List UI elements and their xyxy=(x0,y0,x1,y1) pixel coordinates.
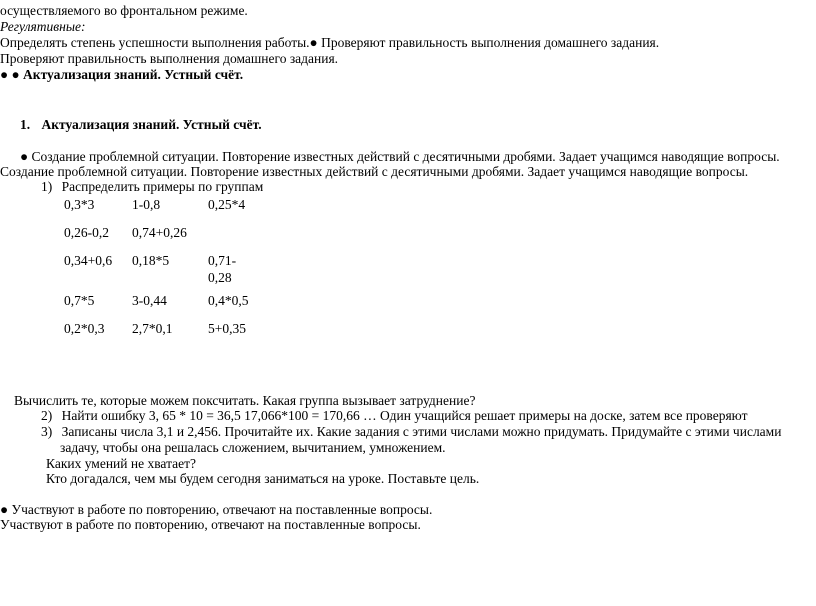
table-cell: 0,71- 0,28 xyxy=(208,253,237,285)
list-text: Найти ошибку 3, 65 * 10 = 36,5 17,066*100 = 170,66 … Один учащийся решает примеры на доске, затем все проверяют xyxy=(61,408,748,423)
table-row xyxy=(64,320,268,348)
heading-number: 1. xyxy=(20,117,31,132)
text-line xyxy=(0,34,659,51)
table-cell: 0,26-0,2 xyxy=(64,225,109,240)
table-cell: 0,2*0,3 xyxy=(64,321,105,336)
text-line: Вычислить те, которые можем поксчитать. Какая группа вызывает затруднение? xyxy=(14,393,476,408)
section-heading xyxy=(20,116,262,133)
text-line: Участвуют в работе по повторению, отвечают на поставленные вопросы. xyxy=(0,517,421,532)
table-cell: 0,74+0,26 xyxy=(132,225,187,240)
table-cell: 2,7*0,1 xyxy=(132,321,173,336)
text-line: Каких умений не хватает? xyxy=(46,456,197,471)
table-cell: 5+0,35 xyxy=(208,321,246,336)
list-item xyxy=(41,178,263,195)
table-cell: 0,18*5 xyxy=(132,253,170,268)
list-text: Записаны числа 3,1 и 2,456. Прочитайте их. Какие задания с этими числами можно придумать. Придумайте с этими числами xyxy=(61,424,782,439)
bullet-icon: ● xyxy=(20,149,29,164)
list-item xyxy=(41,407,747,424)
table-cell: 0,7*5 xyxy=(64,293,95,308)
text-fragment: Проверяют правильность выполнения домашнего задания. xyxy=(317,35,660,50)
table-row xyxy=(64,292,268,320)
bullet-heading: ● ● Актуализация знаний. Устный счёт. xyxy=(0,67,244,82)
text-fragment: Участвуют в работе по повторению, отвечают на поставленные вопросы. xyxy=(8,502,433,517)
bullet-icon: ● xyxy=(309,35,318,50)
text-line: осуществляемого во фронтальном режиме. xyxy=(0,3,248,18)
list-text: Распределить примеры по группам xyxy=(61,179,264,194)
table-cell: 0,3*3 xyxy=(64,197,95,212)
list-item xyxy=(41,423,781,440)
text-fragment: Создание проблемной ситуации. Повторение известных действий с десятичными дробями. Задает учащимся наводящие вопросы. xyxy=(28,149,780,164)
examples-table xyxy=(64,196,268,348)
table-cell: 0,34+0,6 xyxy=(64,253,113,268)
table-cell xyxy=(208,224,268,252)
list-number: 1) xyxy=(41,179,53,194)
table-row xyxy=(64,196,268,224)
table-cell: 1-0,8 xyxy=(132,197,161,212)
table-cell: 0,25*4 xyxy=(208,197,246,212)
bullet-icon: ● xyxy=(0,502,9,517)
table-cell: 0,4*0,5 xyxy=(208,293,249,308)
list-text-continuation: задачу, чтобы она решалась сложением, вычитанием, умножением. xyxy=(60,440,446,455)
table-row xyxy=(64,224,268,252)
table-cell: 3-0,44 xyxy=(132,293,167,308)
text-line: Проверяют правильность выполнения домашнего задания. xyxy=(0,51,339,66)
table-row xyxy=(64,252,268,292)
list-number: 2) xyxy=(41,408,53,423)
list-number: 3) xyxy=(41,424,53,439)
section-label-regulative: Регулятивные: xyxy=(0,19,86,34)
heading-text: Актуализация знаний. Устный счёт. xyxy=(41,117,262,132)
text-fragment: Определять степень успешности выполнения работы. xyxy=(0,35,310,50)
text-line: Создание проблемной ситуации. Повторение известных действий с десятичными дробями. Задает учащимся наводящие вопросы. xyxy=(0,164,749,179)
text-line: Кто догадался, чем мы будем сегодня заниматься на уроке. Поставьте цель. xyxy=(46,471,480,486)
